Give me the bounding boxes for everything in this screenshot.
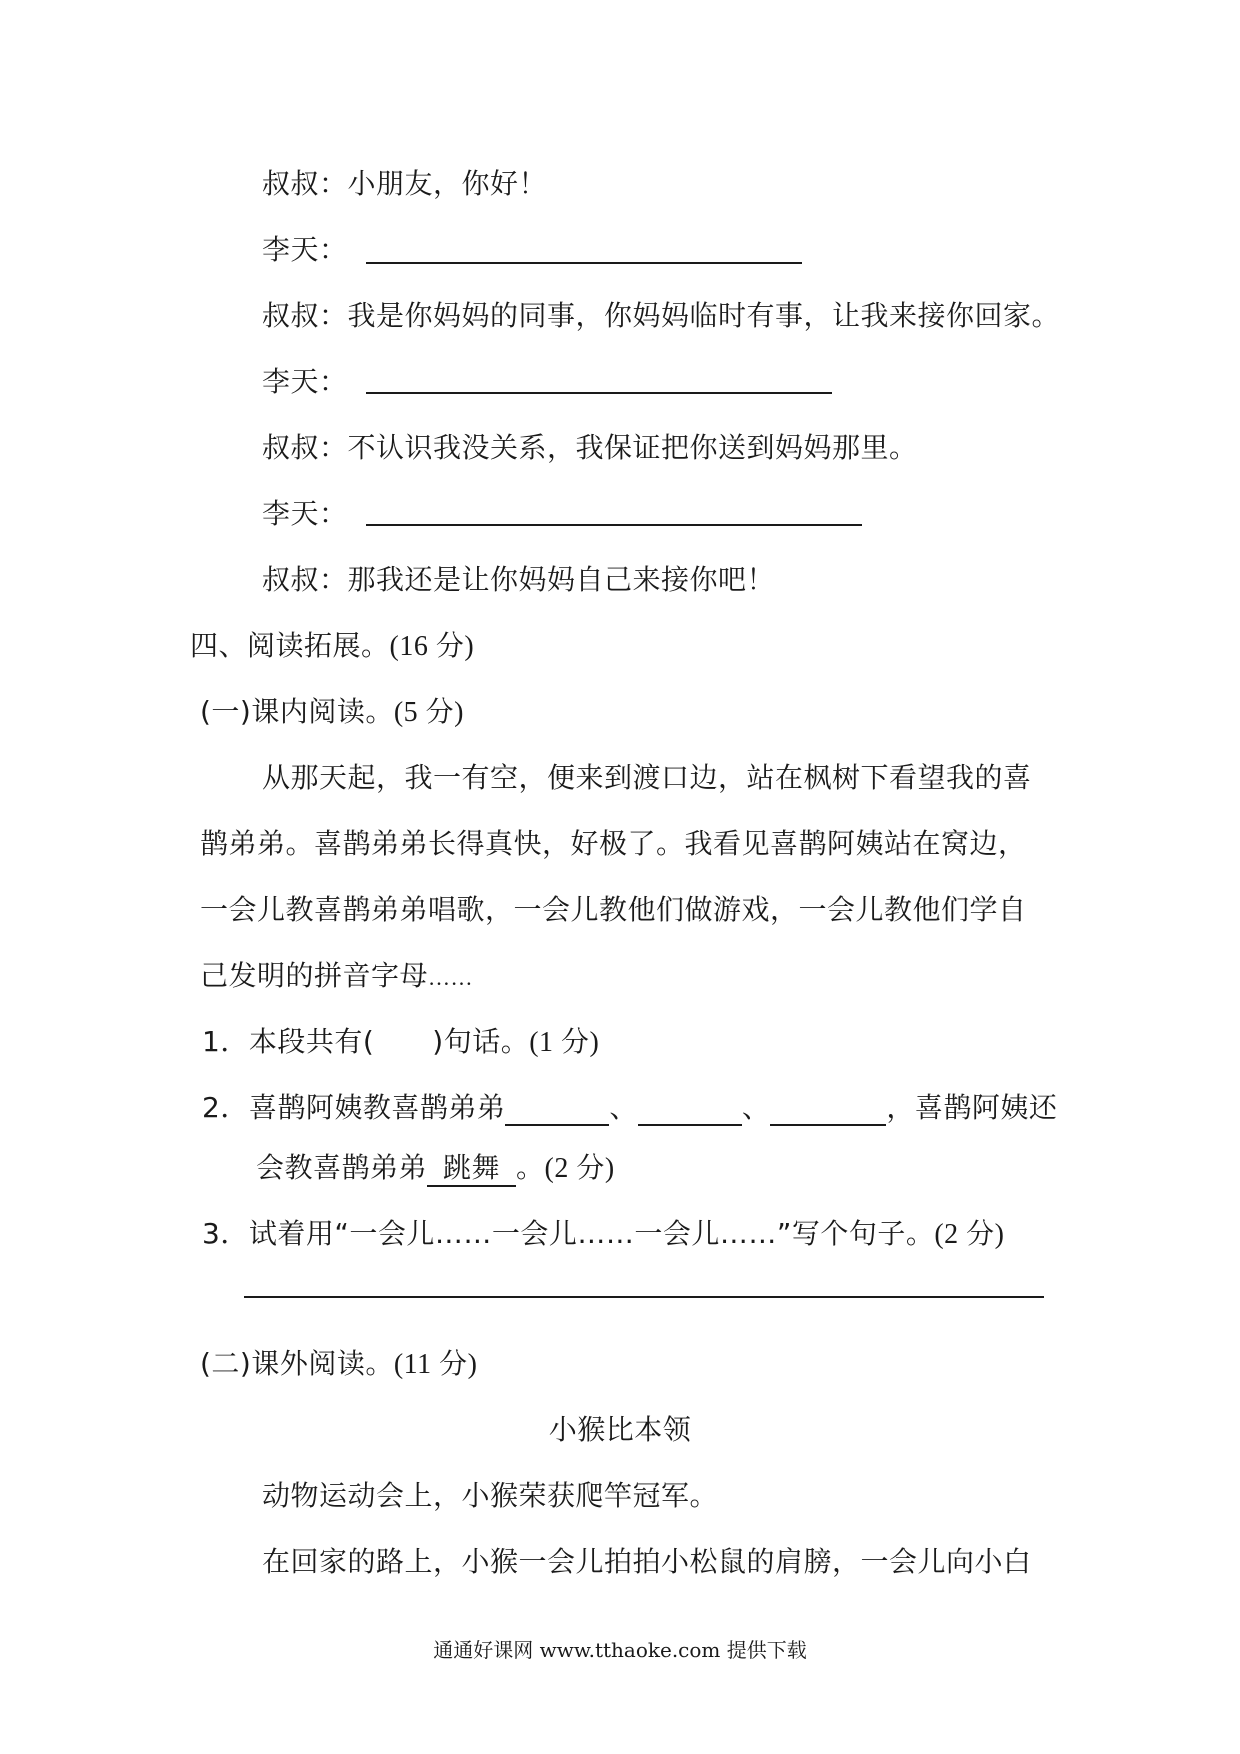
question-2: [202, 1090, 1057, 1126]
question-number: 1．: [202, 1025, 249, 1058]
speaker-label: 叔叔：: [262, 299, 348, 332]
dialogue-text: 那我还是让你妈妈自己来接你吧！: [347, 563, 776, 596]
speaker-label: 叔叔：: [262, 167, 348, 200]
passage-line-3: 一会儿教喜鹊弟弟唱歌，一会儿教他们做游戏，一会儿教他们学自: [200, 893, 1027, 926]
dialogue-line-4: [262, 364, 348, 400]
separator: 、: [609, 1091, 638, 1124]
story-title: [0, 1412, 1240, 1448]
question-score: (1 分): [529, 1027, 600, 1058]
part1-heading-text: (一)课内阅读。: [200, 695, 394, 728]
question-score: (2 分): [934, 1219, 1005, 1250]
part2-score: (11 分): [393, 1349, 478, 1380]
question-number: 3．: [202, 1217, 249, 1250]
speaker-label: 叔叔：: [262, 431, 348, 464]
speaker-label: 李天：: [262, 365, 348, 398]
passage-ellipsis: ……: [428, 965, 474, 990]
passage-line-4: [200, 958, 473, 996]
question-score: (2 分): [544, 1153, 615, 1184]
dialogue-line-2: [262, 232, 348, 268]
part2-heading: [200, 1346, 477, 1383]
story-line-1: 动物运动会上，小猴荣获爬竿冠军。: [262, 1479, 719, 1512]
answer-blank-3[interactable]: [366, 524, 862, 526]
passage-text: 己发明的拼音字母: [200, 959, 429, 992]
dialogue-line-7: [262, 562, 775, 598]
separator: 、: [741, 1091, 771, 1124]
question-text: 试着用“一会儿……一会儿……一会儿……”写个句子。: [248, 1217, 935, 1250]
passage-line-1: 从那天起，我一有空，便来到渡口边，站在枫树下看望我的喜: [262, 761, 1032, 794]
story-line-2: 在回家的路上，小猴一会儿拍拍小松鼠的肩膀，一会儿向小白: [262, 1545, 1032, 1578]
dialogue-text: 我是你妈妈的同事，你妈妈临时有事，让我来接你回家。: [347, 299, 1061, 332]
speaker-label: 李天：: [262, 233, 348, 266]
answer-blank-1[interactable]: [366, 262, 802, 264]
dialogue-text: 小朋友，你好！: [347, 167, 548, 200]
answer-blank-q2-3[interactable]: [770, 1094, 886, 1126]
dialogue-line-1: [262, 166, 547, 202]
section-heading: [190, 628, 474, 665]
section-score: (16 分): [389, 631, 475, 662]
question-3: [202, 1216, 1005, 1253]
answer-blank-2[interactable]: [366, 392, 832, 394]
part2-heading-text: (二)课外阅读。: [200, 1347, 394, 1380]
dialogue-text: 不认识我没关系，我保证把你送到妈妈那里。: [347, 431, 918, 464]
answer-blank-q2-1[interactable]: [505, 1094, 609, 1126]
answer-blank-q2-2[interactable]: [638, 1094, 742, 1126]
speaker-label: 叔叔：: [262, 563, 348, 596]
question-1: [202, 1024, 599, 1061]
dialogue-line-5: [262, 430, 918, 466]
speaker-label: 李天：: [262, 497, 348, 530]
page-footer: [0, 1634, 1240, 1663]
question-text-pre: 会教喜鹊弟弟: [256, 1151, 428, 1184]
dialogue-line-3: [262, 298, 1060, 334]
question-number: 2．: [202, 1091, 249, 1124]
question-text-post: 。: [516, 1151, 545, 1184]
question-text-post: )句话。: [432, 1025, 530, 1058]
question-text-post: ，喜鹊阿姨还: [886, 1091, 1058, 1124]
part1-score: (5 分): [393, 697, 465, 728]
question-text-pre: 喜鹊阿姨教喜鹊弟弟: [248, 1091, 506, 1124]
answer-line-q3[interactable]: [244, 1296, 1044, 1298]
story-title-text: 小猴比本领: [548, 1413, 692, 1446]
question-text-pre: 本段共有(: [248, 1025, 375, 1058]
section-heading-text: 四、阅读拓展。: [190, 629, 390, 662]
footer-text: 通通好课网 www.tthaoke.com 提供下载: [433, 1638, 807, 1662]
question-2-line-2: [256, 1150, 615, 1187]
dialogue-line-6: [262, 496, 348, 532]
passage-line-2: 鹊弟弟。喜鹊弟弟长得真快，好极了。我看见喜鹊阿姨站在窝边，: [200, 827, 1027, 860]
part1-heading: [200, 694, 464, 731]
example-answer: 跳舞: [427, 1151, 516, 1187]
